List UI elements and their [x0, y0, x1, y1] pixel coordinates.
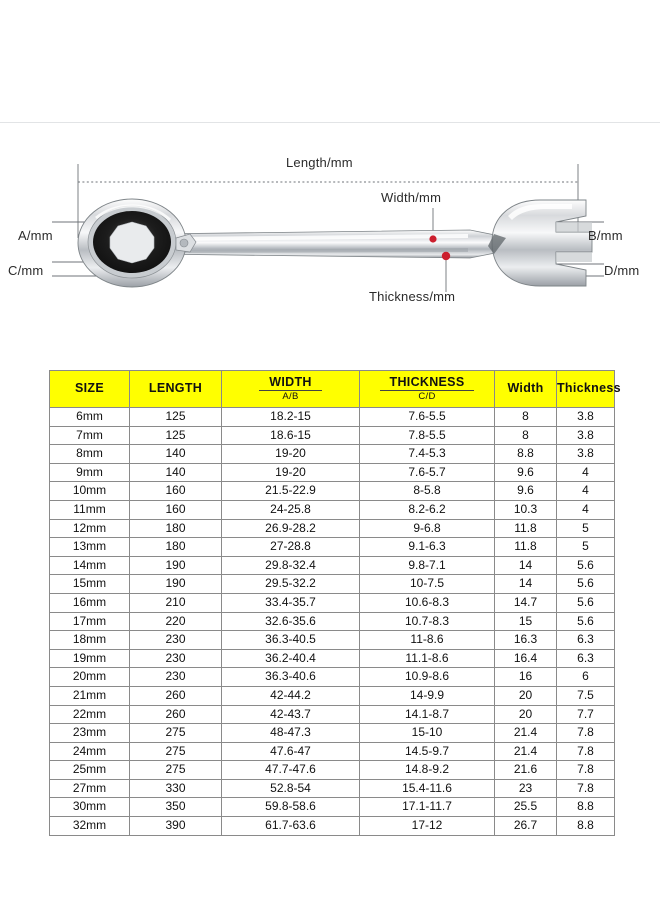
column-header-width-4 [495, 371, 557, 408]
cell-value: 18.2-15 [222, 408, 360, 427]
cell-size: 23mm [50, 724, 130, 743]
cell-value: 21.4 [495, 742, 557, 761]
table-row [50, 538, 615, 557]
column-header-thickness-3 [360, 371, 495, 408]
specification-table [49, 370, 621, 836]
cell-value: 11.1-8.6 [360, 649, 495, 668]
cell-value: 190 [130, 575, 222, 594]
table-row [50, 519, 615, 538]
table-row [50, 631, 615, 650]
cell-value: 42-43.7 [222, 705, 360, 724]
cell-size: 17mm [50, 612, 130, 631]
cell-size: 22mm [50, 705, 130, 724]
cell-value: 36.2-40.4 [222, 649, 360, 668]
cell-value: 7.5 [557, 686, 615, 705]
cell-value: 48-47.3 [222, 724, 360, 743]
label-d: D/mm [604, 263, 640, 278]
cell-value: 26.7 [495, 817, 557, 836]
column-header-label: SIZE [75, 381, 104, 396]
cell-value: 47.7-47.6 [222, 761, 360, 780]
table-row [50, 408, 615, 427]
table-row [50, 668, 615, 687]
cell-size: 19mm [50, 649, 130, 668]
cell-value: 7.8 [557, 779, 615, 798]
cell-value: 42-44.2 [222, 686, 360, 705]
cell-value: 17-12 [360, 817, 495, 836]
top-divider-rule [0, 122, 660, 123]
cell-value: 8.8 [495, 445, 557, 464]
cell-value: 6 [557, 668, 615, 687]
cell-value: 160 [130, 500, 222, 519]
cell-value: 8.8 [557, 798, 615, 817]
cell-value: 27-28.8 [222, 538, 360, 557]
cell-size: 20mm [50, 668, 130, 687]
column-header-label: THICKNESS [380, 376, 475, 391]
cell-value: 14.1-8.7 [360, 705, 495, 724]
cell-value: 8 [495, 426, 557, 445]
cell-value: 11.8 [495, 538, 557, 557]
cell-value: 230 [130, 668, 222, 687]
column-header-label: Width [507, 381, 544, 396]
cell-value: 260 [130, 686, 222, 705]
cell-size: 9mm [50, 463, 130, 482]
cell-value: 125 [130, 426, 222, 445]
column-header-sublabel: A/B [282, 391, 299, 403]
cell-size: 27mm [50, 779, 130, 798]
cell-value: 7.4-5.3 [360, 445, 495, 464]
cell-value: 7.8-5.5 [360, 426, 495, 445]
cell-size: 15mm [50, 575, 130, 594]
cell-value: 59.8-58.6 [222, 798, 360, 817]
cell-value: 47.6-47 [222, 742, 360, 761]
cell-value: 16.4 [495, 649, 557, 668]
column-header-width-2 [222, 371, 360, 408]
cell-size: 16mm [50, 593, 130, 612]
cell-value: 8.2-6.2 [360, 500, 495, 519]
cell-value: 5.6 [557, 556, 615, 575]
cell-value: 14.7 [495, 593, 557, 612]
table-row [50, 724, 615, 743]
cell-value: 10.6-8.3 [360, 593, 495, 612]
cell-size: 24mm [50, 742, 130, 761]
cell-size: 18mm [50, 631, 130, 650]
cell-value: 7.8 [557, 724, 615, 743]
cell-value: 4 [557, 500, 615, 519]
cell-value: 5.6 [557, 575, 615, 594]
cell-size: 14mm [50, 556, 130, 575]
cell-value: 5 [557, 519, 615, 538]
cell-value: 7.6-5.7 [360, 463, 495, 482]
table-row [50, 705, 615, 724]
label-thickness: Thickness/mm [369, 289, 456, 304]
label-a: A/mm [18, 228, 53, 243]
cell-value: 3.8 [557, 408, 615, 427]
cell-size: 10mm [50, 482, 130, 501]
cell-value: 20 [495, 686, 557, 705]
cell-value: 14-9.9 [360, 686, 495, 705]
cell-value: 140 [130, 445, 222, 464]
cell-value: 8 [495, 408, 557, 427]
cell-value: 36.3-40.5 [222, 631, 360, 650]
table-row [50, 482, 615, 501]
cell-value: 390 [130, 817, 222, 836]
cell-value: 3.8 [557, 426, 615, 445]
cell-value: 260 [130, 705, 222, 724]
cell-value: 275 [130, 742, 222, 761]
cell-value: 7.7 [557, 705, 615, 724]
cell-size: 32mm [50, 817, 130, 836]
table-row [50, 761, 615, 780]
cell-value: 32.6-35.6 [222, 612, 360, 631]
cell-value: 15-10 [360, 724, 495, 743]
cell-size: 30mm [50, 798, 130, 817]
cell-value: 5.6 [557, 593, 615, 612]
cell-value: 210 [130, 593, 222, 612]
column-header-label: WIDTH [259, 376, 321, 391]
cell-value: 14.5-9.7 [360, 742, 495, 761]
cell-value: 14.8-9.2 [360, 761, 495, 780]
cell-value: 220 [130, 612, 222, 631]
cell-value: 9.6 [495, 463, 557, 482]
cell-value: 9.6 [495, 482, 557, 501]
cell-value: 21.6 [495, 761, 557, 780]
cell-value: 61.7-63.6 [222, 817, 360, 836]
cell-value: 36.3-40.6 [222, 668, 360, 687]
thickness-marker-dot [442, 252, 450, 260]
cell-value: 11.8 [495, 519, 557, 538]
cell-value: 16 [495, 668, 557, 687]
cell-value: 15.4-11.6 [360, 779, 495, 798]
cell-value: 10.7-8.3 [360, 612, 495, 631]
cell-value: 180 [130, 519, 222, 538]
cell-value: 6.3 [557, 631, 615, 650]
cell-value: 52.8-54 [222, 779, 360, 798]
cell-value: 9-6.8 [360, 519, 495, 538]
cell-value: 9.8-7.1 [360, 556, 495, 575]
cell-value: 8.8 [557, 817, 615, 836]
cell-size: 13mm [50, 538, 130, 557]
cell-size: 21mm [50, 686, 130, 705]
table-row [50, 445, 615, 464]
cell-size: 11mm [50, 500, 130, 519]
cell-value: 3.8 [557, 445, 615, 464]
table-row [50, 612, 615, 631]
table-row [50, 779, 615, 798]
label-width: Width/mm [381, 190, 442, 205]
specification-table-container [49, 370, 621, 836]
table-row [50, 500, 615, 519]
table-row [50, 556, 615, 575]
cell-value: 5 [557, 538, 615, 557]
cell-value: 25.5 [495, 798, 557, 817]
cell-value: 16.3 [495, 631, 557, 650]
cell-size: 8mm [50, 445, 130, 464]
cell-value: 24-25.8 [222, 500, 360, 519]
cell-value: 21.5-22.9 [222, 482, 360, 501]
table-row [50, 798, 615, 817]
label-length: Length/mm [286, 155, 353, 170]
cell-value: 19-20 [222, 445, 360, 464]
cell-value: 23 [495, 779, 557, 798]
table-body [50, 408, 615, 836]
column-header-size-0 [50, 371, 130, 408]
cell-value: 14 [495, 575, 557, 594]
cell-value: 17.1-11.7 [360, 798, 495, 817]
cell-value: 29.5-32.2 [222, 575, 360, 594]
cell-value: 18.6-15 [222, 426, 360, 445]
table-row [50, 575, 615, 594]
label-c: C/mm [8, 263, 44, 278]
cell-value: 8-5.8 [360, 482, 495, 501]
table-row [50, 817, 615, 836]
cell-value: 7.6-5.5 [360, 408, 495, 427]
cell-value: 20 [495, 705, 557, 724]
cell-value: 15 [495, 612, 557, 631]
cell-value: 140 [130, 463, 222, 482]
column-header-label: Thickness [557, 381, 621, 396]
cell-size: 25mm [50, 761, 130, 780]
cell-value: 14 [495, 556, 557, 575]
cell-value: 10-7.5 [360, 575, 495, 594]
cell-value: 29.8-32.4 [222, 556, 360, 575]
cell-value: 10.9-8.6 [360, 668, 495, 687]
cell-value: 5.6 [557, 612, 615, 631]
cell-value: 330 [130, 779, 222, 798]
cell-value: 160 [130, 482, 222, 501]
cell-value: 7.8 [557, 761, 615, 780]
cell-size: 7mm [50, 426, 130, 445]
cell-value: 33.4-35.7 [222, 593, 360, 612]
column-header-label: LENGTH [148, 381, 203, 396]
cell-value: 230 [130, 631, 222, 650]
table-header [50, 371, 621, 408]
cell-value: 9.1-6.3 [360, 538, 495, 557]
column-header-thickness-5 [557, 371, 621, 408]
wrench-body [78, 199, 592, 287]
width-marker-dot [429, 235, 436, 242]
cell-value: 11-8.6 [360, 631, 495, 650]
cell-size: 12mm [50, 519, 130, 538]
cell-value: 275 [130, 724, 222, 743]
cell-value: 125 [130, 408, 222, 427]
cell-value: 190 [130, 556, 222, 575]
table-header-row [50, 371, 615, 408]
cell-value: 350 [130, 798, 222, 817]
table-row [50, 593, 615, 612]
cell-value: 4 [557, 482, 615, 501]
table-row [50, 686, 615, 705]
cell-value: 180 [130, 538, 222, 557]
table-row [50, 649, 615, 668]
label-b: B/mm [588, 228, 623, 243]
table-row [50, 426, 615, 445]
cell-value: 275 [130, 761, 222, 780]
cell-value: 10.3 [495, 500, 557, 519]
cell-size: 6mm [50, 408, 130, 427]
cell-value: 230 [130, 649, 222, 668]
cell-value: 21.4 [495, 724, 557, 743]
cell-value: 6.3 [557, 649, 615, 668]
cell-value: 7.8 [557, 742, 615, 761]
column-header-length-1 [130, 371, 222, 408]
table-row [50, 463, 615, 482]
cell-value: 19-20 [222, 463, 360, 482]
column-header-sublabel: C/D [418, 391, 436, 403]
cell-value: 26.9-28.2 [222, 519, 360, 538]
table-row [50, 742, 615, 761]
cell-value: 4 [557, 463, 615, 482]
